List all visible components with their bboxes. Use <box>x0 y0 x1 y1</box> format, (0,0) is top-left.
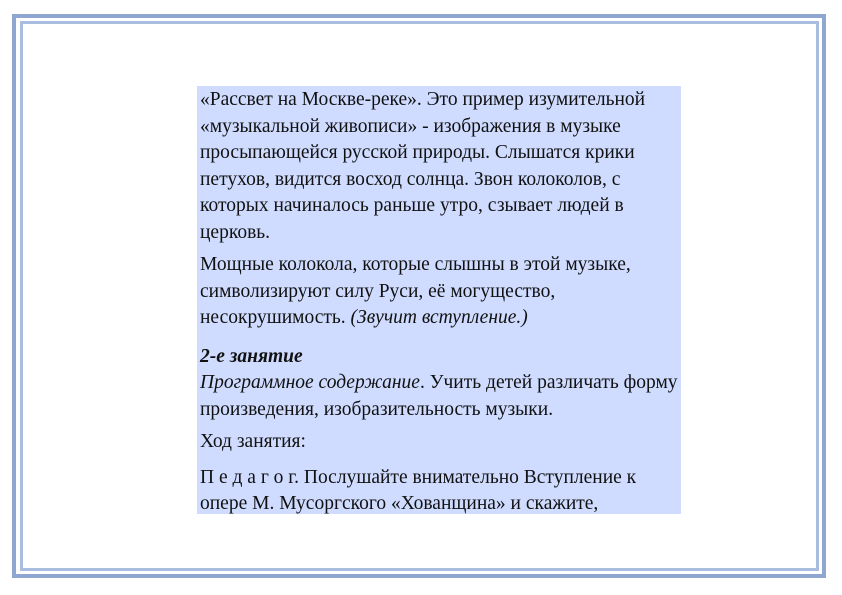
stage-direction: (Звучит вступление.) <box>350 307 528 328</box>
lesson-section <box>200 344 678 424</box>
paragraph-bells-text: Мощные колокола, которые слышны в этой музыке, символизируют силу Руси, её могущество, несокрушимость. <box>200 254 631 328</box>
paragraph-sunrise: «Рассвет на Москве-реке». Это пример изумительной «музыкальной живописи» - изображения в музыке просыпающейся русской природы. Слышатся крики петухов, видится восход солнца. Звон колоколов, с которых начиналось раньше утро, сзывает людей в церковь. <box>200 89 646 243</box>
text-content-box <box>197 86 681 514</box>
lesson-course: Ход занятия: <box>200 431 306 452</box>
teacher-speech: П е д а г о г. Послушайте внимательно Вступление к опере М. Мусоргского «Хованщина» и скажите, <box>200 466 637 514</box>
program-text: . Учить детей различать форму произведения, изобразительность музыки. <box>200 372 678 420</box>
program-label: Программное содержание <box>200 372 420 393</box>
paragraph-bells <box>200 252 678 332</box>
section-heading: 2-е занятие <box>200 345 303 367</box>
